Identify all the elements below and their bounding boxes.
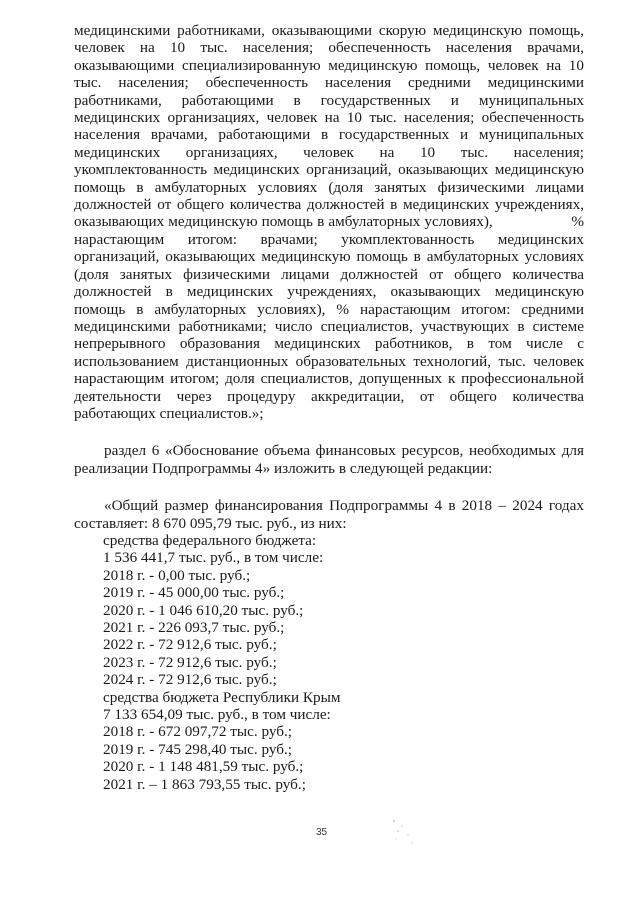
list-item: 2021 г. – 1 863 793,55 тыс. руб.; — [103, 775, 306, 793]
list-item: 2020 г. - 1 148 481,59 тыс. руб.; — [103, 758, 304, 776]
paragraph-funding-total: «Общий размер финансирования Подпрограммы 4 в 2018 – 2024 годах составляет: 8 670 095,79 тыс. руб., из них: — [74, 497, 584, 532]
list-item: 2019 г. - 745 298,40 тыс. руб.; — [103, 740, 292, 758]
list-item: 2019 г. - 45 000,00 тыс. руб.; — [103, 584, 285, 602]
list-item: 1 536 441,7 тыс. руб., в том числе: — [103, 549, 324, 567]
page-number: 35 — [316, 827, 328, 838]
list-item: 2018 г. - 672 097,72 тыс. руб.; — [103, 723, 292, 741]
list-item: 2020 г. - 1 046 610,20 тыс. руб.; — [103, 601, 304, 619]
document-page — [74, 22, 588, 793]
list-item: средства федерального бюджета: — [103, 531, 317, 549]
funding-list — [74, 532, 584, 793]
scan-specks — [388, 817, 418, 847]
list-item: средства бюджета Республики Крым — [103, 688, 341, 706]
list-item: 2018 г. - 0,00 тыс. руб.; — [103, 566, 251, 584]
list-item: 2023 г. - 72 912,6 тыс. руб.; — [103, 653, 277, 671]
list-item: 2024 г. - 72 912,6 тыс. руб.; — [103, 671, 277, 689]
list-item: 7 133 654,09 тыс. руб., в том числе: — [103, 706, 331, 724]
paragraph-section-6: раздел 6 «Обоснование объема финансовых ресурсов, необходимых для реализации Подпрограммы 4» изложить в следующей редакции: — [74, 442, 584, 477]
list-item: 2021 г. - 226 093,7 тыс. руб.; — [103, 619, 285, 636]
list-item: 2022 г. - 72 912,6 тыс. руб.; — [103, 636, 277, 654]
paragraph-indicators: медицинскими работниками, оказывающими скорую медицинскую помощь, человек на 10 тыс. населения; обеспеченность населения врачами, оказывающими специализированную медицинскую помощь, человек на 10 тыс. населения; обеспеченность населения средними медицинскими работниками, работающими в государственных и муниципальных медицинских организациях, человек на 10 тыс. населения; обеспеченность населения врачами, работающими в государственных и муниципальных медицинских организациях, человек на 10 тыс. населения; укомплектованность медицинских организаций, оказывающих медицинскую помощь в амбулаторных условиях (доля занятых физическими лицами должностей от общего количества должностей в медицинских учреждениях, оказывающих медицинскую помощь в амбулаторных условиях), % нарастающим итогом: врачами; укомплектованность медицинских организаций, оказывающих медицинскую помощь в амбулаторных условиях (доля занятых физическими лицами должностей от общего количества должностей в медицинских учреждениях, оказывающих медицинскую помощь в амбулаторных условиях), % нарастающим итогом: средними медицинскими работниками; число специалистов, участвующих в системе непрерывного образования медицинских работников, в том числе с использованием дистанционных образовательных технологий, тыс. человек нарастающим итогом; доля специалистов, допущенных к профессиональной деятельности через процедуру аккредитации, от общего количества работающих специалистов.»; — [74, 22, 588, 422]
